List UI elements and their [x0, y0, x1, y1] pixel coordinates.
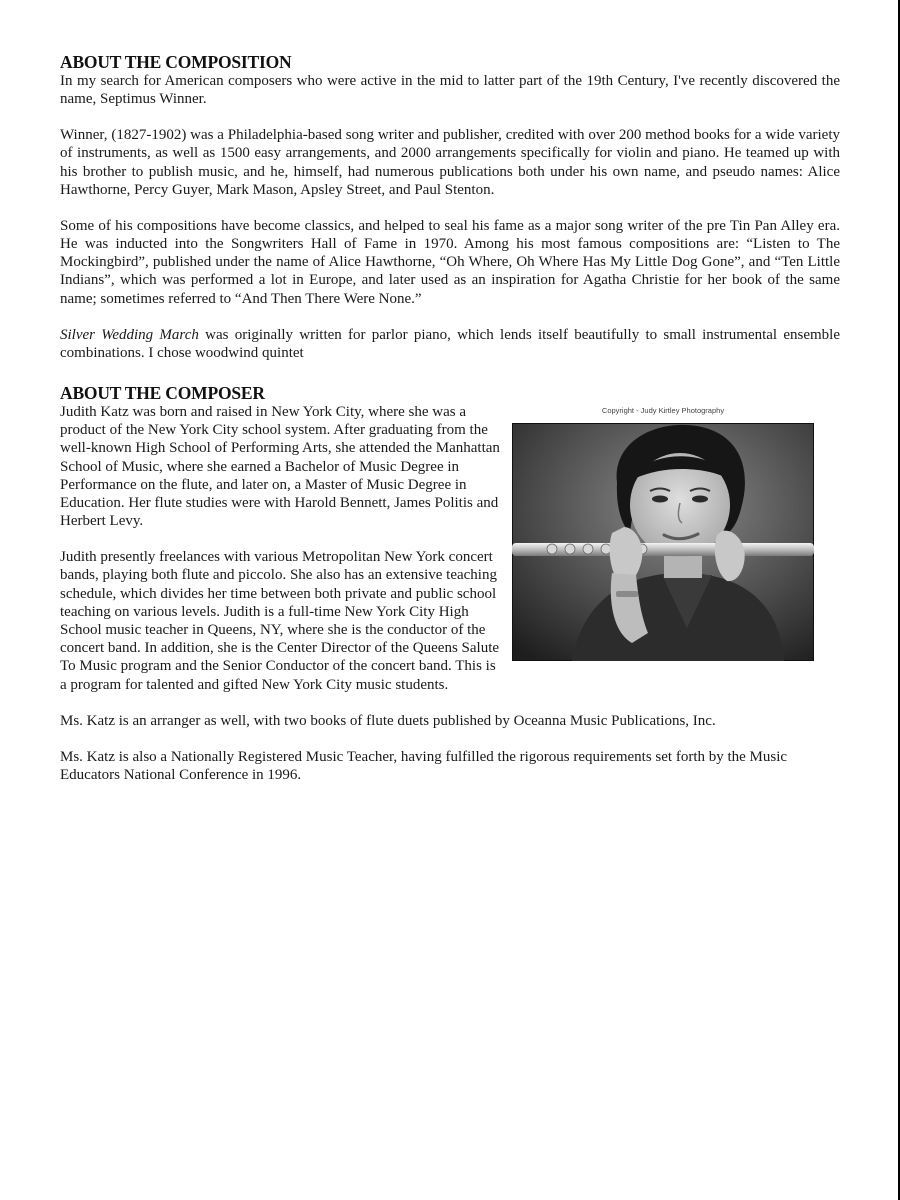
composition-paragraph-1: In my search for American composers who were active in the mid to latter part of the 19th Century, I've recently discovered the name, Septimus Winner. — [60, 73, 840, 108]
composer-paragraph-1: Judith Katz was born and raised in New York City, where she was a product of the New York City school system. After graduating from the well-known High School of Performing Arts, she attended the Manhattan School of Music, where she earned a Bachelor of Music Degree in Performance on the flute, and later on, a Master of Music Degree in Education. Her flute studies were with Harold Bennett, James Politis and Herbert Levy. — [60, 404, 500, 530]
composition-heading: ABOUT THE COMPOSITION — [60, 52, 292, 72]
about-composition-section — [60, 52, 840, 362]
document-page — [60, 52, 840, 802]
photo-credit: Copyright - Judy Kirtley Photography — [601, 406, 725, 416]
composer-paragraph-2: Judith presently freelances with various Metropolitan New York concert bands, playing both flute and piccolo. She also has an extensive teaching schedule, which divides her time between both private and public school teaching on various levels. Judith is a full-time New York City High School music teacher in Queens, NY, where she is the conductor of the concert band. In addition, she is the Center Director of the Queens Salute To Music program and the Senior Conductor of the concert band. This is a program for talented and gifted New York City music students. — [60, 549, 500, 693]
composition-paragraph-4 — [60, 326, 840, 362]
composer-paragraph-4: Ms. Katz is also a Nationally Registered Music Teacher, having fulfilled the rigorous requirements set forth by the Music Educators National Conference in 1996. — [60, 748, 788, 783]
piece-title: Silver Wedding March — [60, 326, 199, 343]
composition-paragraph-3: Some of his compositions have become classics, and helped to seal his fame as a major song writer of the pre Tin Pan Alley era. He was inducted into the Songwriters Hall of Fame in 1970. Among his most famous compositions are: “Listen to The Mockingbird”, published under the name of Alice Hawthorne, “Oh Where, Oh Where Has My Little Dog Gone”, and “Ten Little Indians”, which was performed a lot in Europe, and later used as an inspiration for Agatha Christie for her book of the same name; sometimes referred to “And Then There Were None.” — [60, 217, 840, 307]
composer-photo-figure — [512, 406, 814, 661]
composer-paragraph-3: Ms. Katz is an arranger as well, with two books of flute duets published by Oceanna Music Publications, Inc. — [60, 712, 716, 729]
composer-photo — [512, 423, 814, 661]
about-composer-section — [60, 383, 840, 784]
composition-paragraph-4-text: was originally written for parlor piano, which lends itself beautifully to small instrumental ensemble combinations. I chose woodwind quintet — [60, 326, 840, 361]
composer-heading: ABOUT THE COMPOSER — [60, 383, 265, 404]
composition-paragraph-2: Winner, (1827-1902) was a Philadelphia-based song writer and publisher, credited with over 200 method books for a wide variety of instruments, as well as 1500 easy arrangements, and 2000 arrangements specifically for violin and piano. He teamed up with his brother to publish music, and he, himself, had numerous publications both under his own name, and pseudo names: Alice Hawthorne, Percy Guyer, Mark Mason, Apsley Street, and Paul Stenton. — [60, 127, 840, 198]
